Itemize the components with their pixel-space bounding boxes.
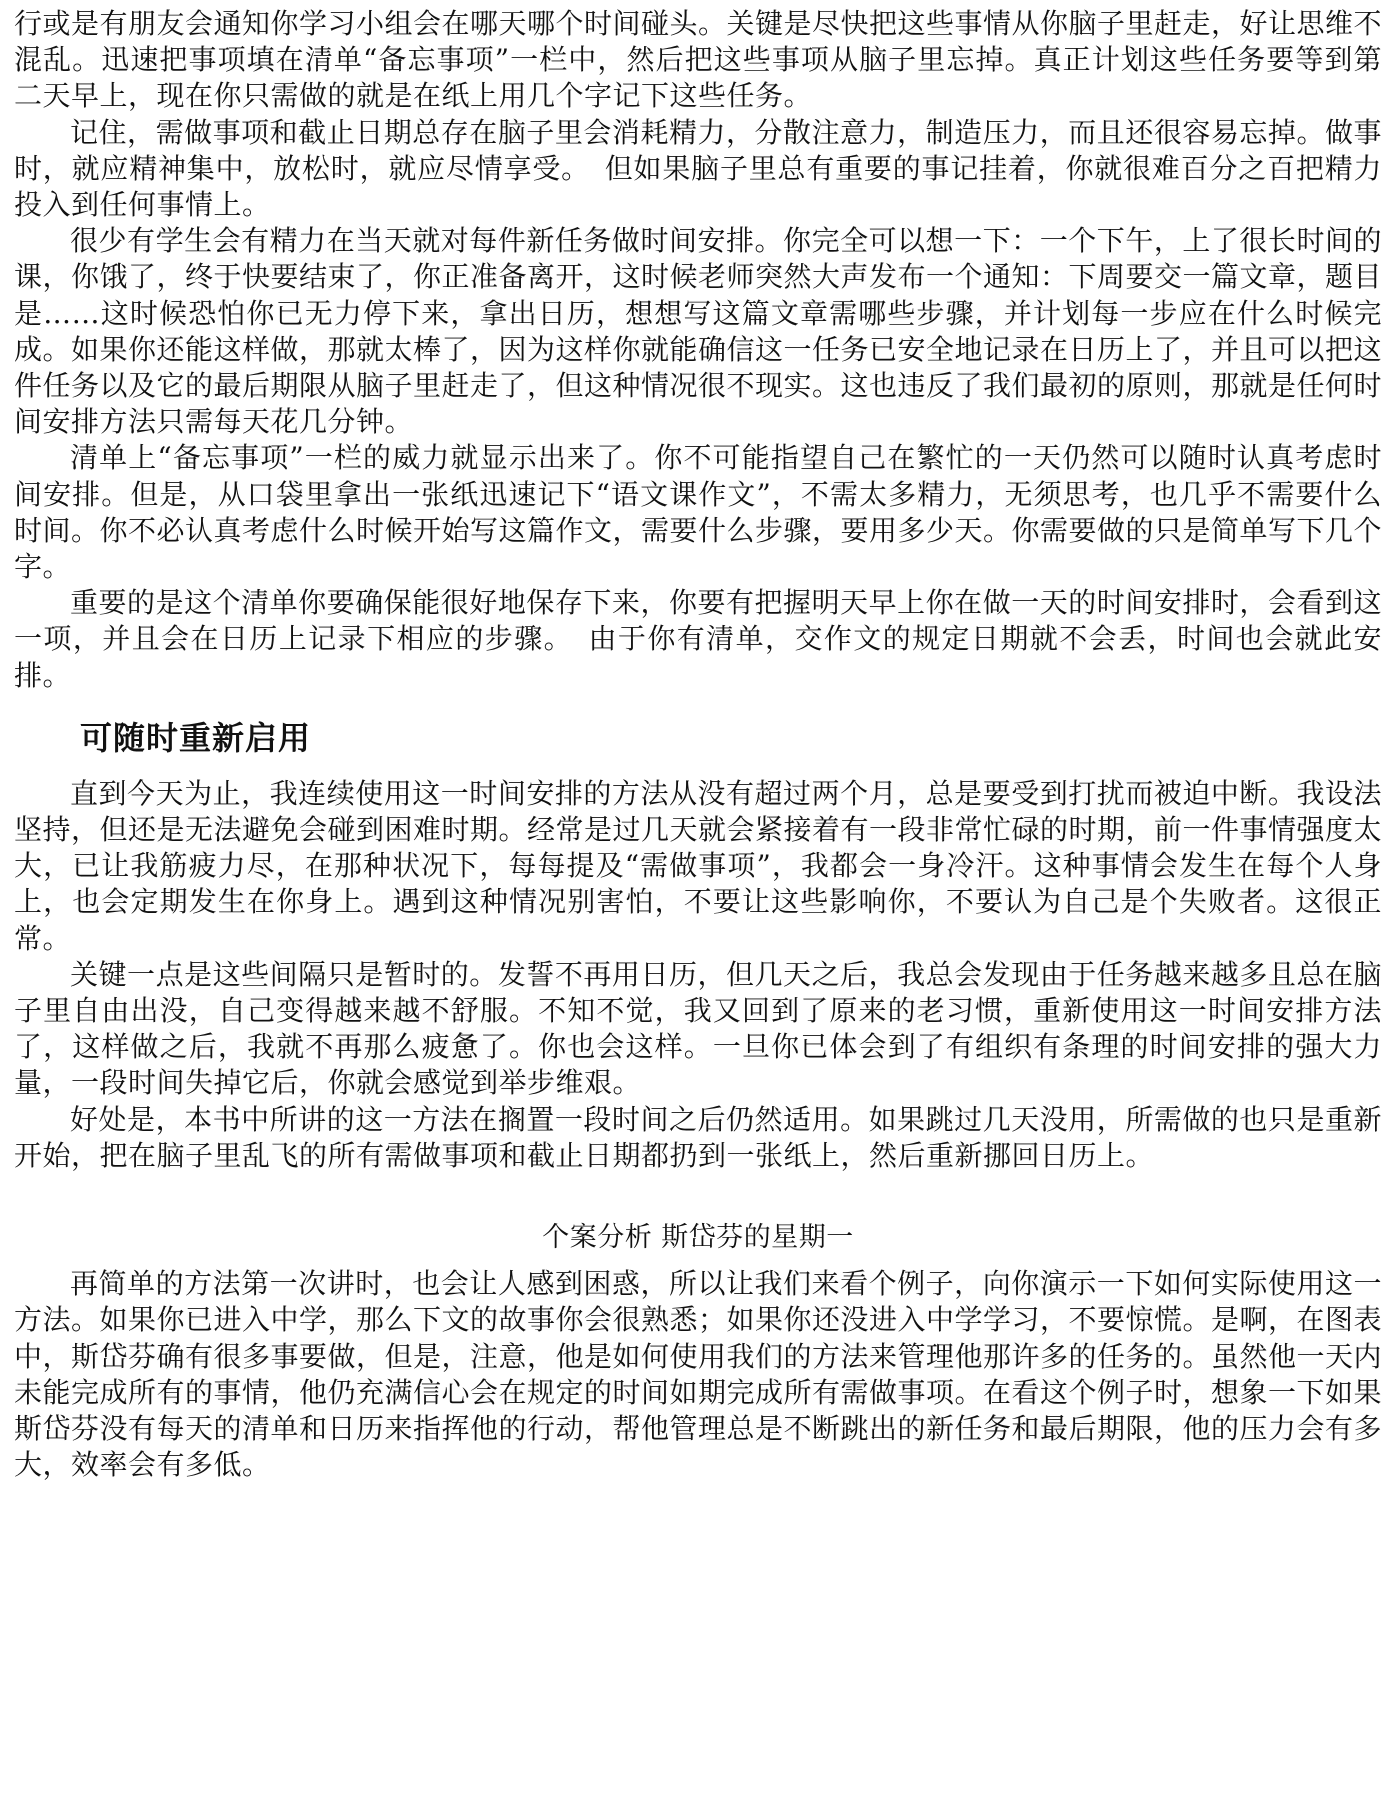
paragraph: 好处是，本书中所讲的这一方法在搁置一段时间之后仍然适用。如果跳过几天没用，所需做的也只是重新开始，把在脑子里乱飞的所有需做事项和截止日期都扔到一张纸上，然后重新挪回日历上。 [14,1102,1382,1172]
paragraph: 很少有学生会有精力在当天就对每件新任务做时间安排。你完全可以想一下：一个下午，上了很长时间的课，你饿了，终于快要结束了，你正准备离开，这时候老师突然大声发布一个通知：下周要交一篇文章，题目是……这时候恐怕你已无力停下来，拿出日历，想想写这篇文章需哪些步骤，并计划每一步应在什么时候完成。如果你还能这样做，那就太棒了，因为这样你就能确信这一任务已安全地记录在日历上了，并且可以把这件任务以及它的最后期限从脑子里赶走了，但这种情况很不现实。这也违反了我们最初的原则，那就是任何时间安排方法只需每天花几分钟。 [14,224,1383,439]
section-heading: 可随时重新启用 [80,718,312,757]
paragraph: 行或是有朋友会通知你学习小组会在哪天哪个时间碰头。关键是尽快把这些事情从你脑子里赶走，好让思维不混乱。迅速把事项填在清单“备忘事项”一栏中，然后把这些事项从脑子里忘掉。真正计划这些任务要等到第二天早上，现在你只需做的就是在纸上用几个字记下这些任务。 [14,7,1383,113]
paragraph: 清单上“备忘事项”一栏的威力就显示出来了。你不可能指望自己在繁忙的一天仍然可以随时认真考虑时间安排。但是，从口袋里拿出一张纸迅速记下“语文课作文”，不需太多精力，无须思考，也几乎不需要什么时间。你不必认真考虑什么时候开始写这篇作文，需要什么步骤，要用多少天。你需要做的只是简单写下几个字。 [14,441,1383,584]
paragraph: 关键一点是这些间隔只是暂时的。发誓不再用日历，但几天之后，我总会发现由于任务越来越多且总在脑子里自由出没，自己变得越来越不舒服。不知不觉，我又回到了原来的老习惯，重新使用这一时间安排方法了，这样做之后，我就不再那么疲惫了。你也会这样。一旦你已体会到了有组织有条理的时间安排的强大力量，一段时间失掉它后，你就会感觉到举步维艰。 [14,957,1382,1100]
case-study-title: 个案分析 斯岱芬的星期一 [542,1222,854,1254]
paragraph: 重要的是这个清单你要确保能很好地保存下来，你要有把握明天早上你在做一天的时间安排时，会看到这一项，并且会在日历上记录下相应的步骤。 由于你有清单，交作文的规定日期就不会丢，时间也会就此安排。 [14,586,1382,692]
paragraph: 记住，需做事项和截止日期总存在脑子里会消耗精力，分散注意力，制造压力，而且还很容易忘掉。做事时，就应精神集中，放松时，就应尽情享受。 但如果脑子里总有重要的事记挂着，你就很难百分之百把精力投入到任何事情上。 [14,115,1382,222]
paragraph: 直到今天为止，我连续使用这一时间安排的方法从没有超过两个月，总是要受到打扰而被迫中断。我设法坚持，但还是无法避免会碰到困难时期。经常是过几天就会紧接着有一段非常忙碌的时期，前一件事情强度太大，已让我筋疲力尽，在那种状况下，每每提及“需做事项”，我都会一身冷汗。这种事情会发生在每个人身上，也会定期发生在你身上。遇到这种情况别害怕，不要让这些影响你，不要认为自己是个失败者。这很正常。 [14,776,1383,955]
paragraph: 再简单的方法第一次讲时，也会让人感到困惑，所以让我们来看个例子，向你演示一下如何实际使用这一方法。如果你已进入中学，那么下文的故事你会很熟悉；如果你还没进入中学学习，不要惊慌。是啊，在图表中，斯岱芬确有很多事要做，但是，注意，他是如何使用我们的方法来管理他那许多的任务的。虽然他一天内未能完成所有的事情，他仍充满信心会在规定的时间如期完成所有需做事项。在看这个例子时，想象一下如果斯岱芬没有每天的清单和日历来指挥他的行动，帮他管理总是不断跳出的新任务和最后期限，他的压力会有多大，效率会有多低。 [14,1267,1383,1482]
document-page [14,6,1382,1483]
